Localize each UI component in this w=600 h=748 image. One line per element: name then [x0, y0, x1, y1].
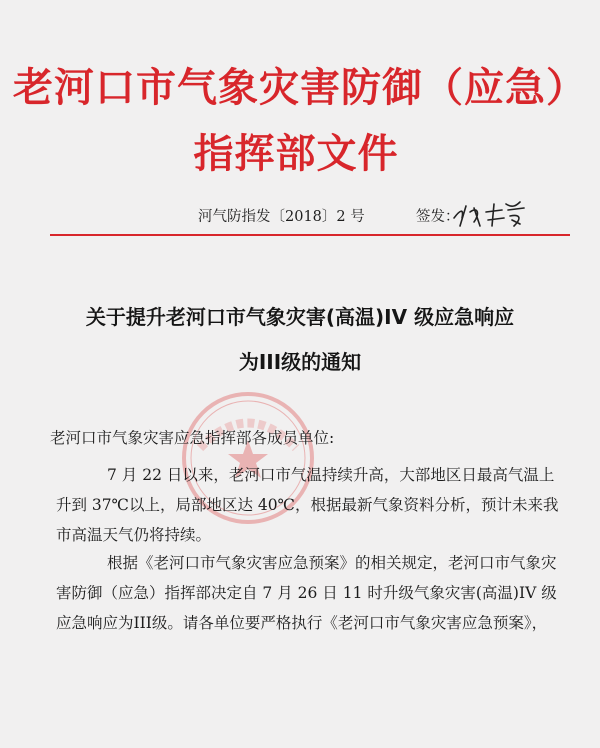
body-paragraph-2 — [56, 548, 570, 638]
signer-label: 签发： — [416, 209, 460, 225]
document-title-line2: 为III级的通知 — [238, 350, 362, 374]
paragraph-2-line-3: 应急响应为III级。请各单位要严格执行《老河口市气象灾害应急预案》， — [56, 614, 548, 632]
red-separator-line — [50, 234, 570, 236]
paragraph-1-line-3: 市高温天气仍将持续。 — [56, 526, 212, 544]
paragraph-1-line-1: 7 月 22 日以来，老河口市气温持续升高，大部地区日最高气温上 — [107, 466, 555, 484]
issuer-name: 老河口市气象灾害防御（应急） — [13, 65, 587, 111]
paragraph-2-line-2: 害防御（应急）指挥部决定自 7 月 26 日 11 时升级气象灾害(高温)IV 级 — [56, 584, 557, 602]
issuer-document-type: 指挥部文件 — [193, 131, 399, 177]
paragraph-2-line-1: 根据《老河口市气象灾害应急预案》的相关规定，老河口市气象灾 — [107, 554, 557, 572]
body-paragraph-1 — [56, 460, 570, 550]
document-title-line1: 关于提升老河口市气象灾害(高温)IV 级应急响应 — [85, 305, 515, 329]
handwritten-signature — [450, 196, 530, 230]
paragraph-1-line-2: 升到 37℃以上，局部地区达 40℃，根据最新气象资料分析，预计未来我 — [56, 496, 559, 514]
salutation: 老河口市气象灾害应急指挥部各成员单位: — [50, 429, 335, 447]
document-number: 河气防指发〔2018〕2 号 — [198, 209, 365, 225]
